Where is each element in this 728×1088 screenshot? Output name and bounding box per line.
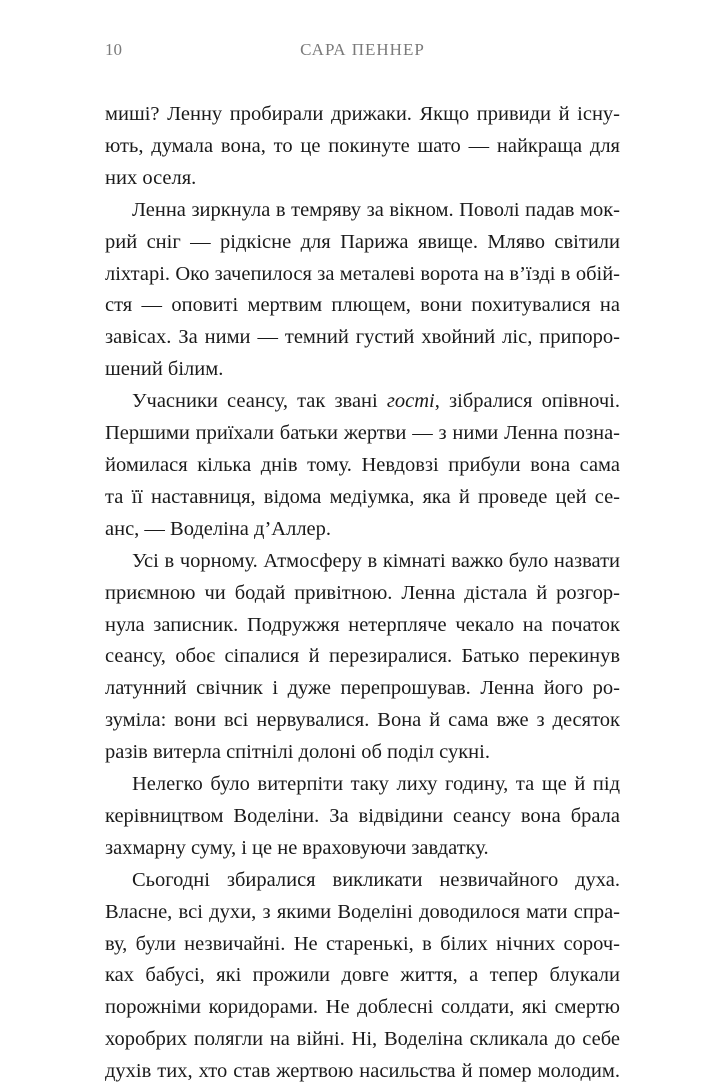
text-line: ках бабусі, які прожили довге життя, а тепер блукали xyxy=(105,964,620,987)
text-line xyxy=(105,386,620,418)
text-line: стя — оповиті мертвим плющем, вони похитувалися на xyxy=(105,294,620,317)
text-line: нула записник. Подружжя нетерпляче чекало на початок xyxy=(105,613,620,636)
text-line: Власне, всі духи, з якими Воделіні доводилося мати спра- xyxy=(105,900,620,923)
text-line: миші? Ленну пробирали дрижаки. Якщо привиди й існу- xyxy=(105,103,620,125)
text-line: Усі в чорному. Атмосферу в кімнаті важко було назвати xyxy=(132,549,620,572)
paragraph xyxy=(105,195,620,386)
text-line: хоробрих полягли на війні. Ні, Воделіна скликала до себе xyxy=(105,1028,620,1051)
paragraph xyxy=(105,865,620,1088)
text-line: Першими приїхали батьки жертви — з ними Ленна позна- xyxy=(105,422,620,445)
text-line: порожніми коридорами. Не доблесні солдати, які смертю xyxy=(105,996,620,1019)
paragraph xyxy=(105,769,620,865)
paragraph xyxy=(105,99,620,195)
text-line: них оселя. xyxy=(105,166,197,189)
text-line: разів витерла спітнілі долоні об поділ сукні. xyxy=(105,741,490,764)
text-line: приємною чи бодай привітною. Ленна дістала й розгор- xyxy=(105,581,620,604)
page-header xyxy=(105,40,620,64)
running-head: САРА ПЕННЕР xyxy=(300,40,425,59)
text-line: рий сніг — рідкісне для Парижа явище. Мляво світили xyxy=(105,230,620,253)
text-line: захмарну суму, і це не враховуючи завдатку. xyxy=(105,836,489,859)
text-line: латунний свічник і дуже перепрошував. Ленна його ро- xyxy=(105,677,620,700)
paragraph xyxy=(105,546,620,769)
text-line: та її наставниця, відома медіумка, яка й проведе цей се- xyxy=(105,485,620,508)
text-line: зуміла: вони всі нервувалися. Вона й сама вже з десяток xyxy=(105,709,620,732)
italic-word: гості xyxy=(386,390,435,413)
text-line: сеансу, обоє сіпалися й перезиралися. Батько перекинув xyxy=(105,645,620,668)
text-line: анс, — Воделіна д’Аллер. xyxy=(105,517,332,540)
text-segment: , зібралися опівночі. xyxy=(434,390,620,413)
text-line: Ленна зиркнула в темряву за вікном. Поволі падав мок- xyxy=(132,198,620,221)
text-line: ють, думала вона, то це покинуте шато — найкраща для xyxy=(105,134,620,157)
text-line: завісах. За ними — темний густий хвойний ліс, припоро- xyxy=(105,326,620,349)
text-line: ліхтарі. Око зачепилося за металеві ворота на в’їзді в обій- xyxy=(105,262,620,285)
text-line: Сьогодні збиралися викликати незвичайного духа. xyxy=(132,868,620,891)
text-segment: Учасники сеансу, так звані xyxy=(132,390,387,413)
paragraph xyxy=(105,386,620,546)
text-line: Нелегко було витерпіти таку лиху годину, та ще й під xyxy=(132,773,620,796)
text-line: йомилася кілька днів тому. Невдовзі прибули вона сама xyxy=(105,453,620,476)
page-number: 10 xyxy=(105,40,122,59)
text-line: керівництвом Воделіни. За відвідини сеансу вона брала xyxy=(105,804,620,827)
text-line: ву, були незвичайні. Не старенькі, в білих нічних сороч- xyxy=(105,932,620,955)
body-text xyxy=(105,99,620,1088)
text-line: шений білим. xyxy=(105,358,224,381)
text-line: духів тих, хто став жертвою насильства й помер молодим. xyxy=(105,1060,620,1083)
